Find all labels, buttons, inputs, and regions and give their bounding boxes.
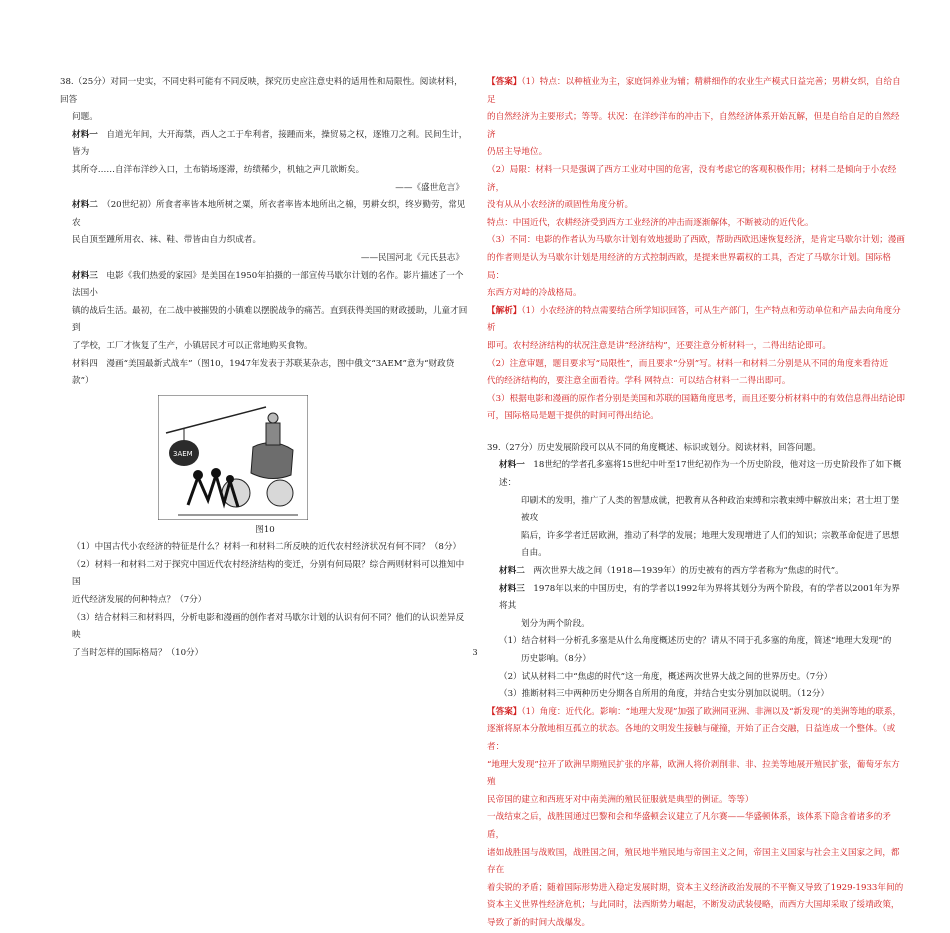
answer-line: 资本主义世界性经济危机；与此同时，法西斯势力崛起，不断发动武装侵略，而西方大国却采取了绥靖政策， xyxy=(487,900,900,911)
sub-question-3: （3）结合材料三和材料四，分析电影和漫画的创作者对马歇尔计划的认识有何不同？他们的认识差异反映 xyxy=(72,612,465,641)
material-3-line: 了学校，工厂才恢复了生产，小镇居民才可以正常地购买食物。 xyxy=(72,340,313,351)
right-column xyxy=(487,74,907,933)
answer-line: （3）不同：电影的作者认为马歇尔计划有效地援助了西欧，帮助西欧迅速恢复经济，是肯定马歇尔计划；漫画 xyxy=(487,235,905,246)
answer-39-block xyxy=(487,704,907,933)
cartoon-illustration xyxy=(158,395,308,520)
q39-sub-question-3: （3）推断材料三中两种历史分期各自所用的角度，并结合史实分别加以说明。（12分） xyxy=(499,689,830,700)
analysis-line: 【解析】（1）小农经济的特点需要结合所学知识回答，可从生产部门，生产特点和劳动单位和产品去向角度分析 xyxy=(487,305,901,334)
sub-question-3: 了当时怎样的国际格局？（10分） xyxy=(72,647,204,658)
answer-line: 的自然经济为主要形式；等等。状况：在洋纱洋布的冲击下，自然经济体系开始瓦解，但是自给自足的自然经济 xyxy=(487,112,900,140)
q39-material-1-line: 印刷术的发明，推广了人类的智慧成就，把教育从各种政治束缚和宗教束缚中解放出来；君士坦丁堡被攻 xyxy=(521,495,900,524)
answer-line: 仍居主导地位。 xyxy=(487,147,548,158)
material-1-source: ——《盛世危言》 xyxy=(395,182,464,193)
q39-sub-question-1: 历史影响。（8分） xyxy=(521,654,591,664)
cartoon-figure xyxy=(158,395,308,520)
answer-line: 没有从从小农经济的顽固性角度分析。 xyxy=(487,200,634,211)
left-column xyxy=(60,74,470,662)
material-4-line: 款”） xyxy=(72,376,94,387)
q39-material-3-line: 划分为两个阶段。 xyxy=(521,618,590,629)
analysis-line: 可，国际格局是题干提供的时间可得出结论。 xyxy=(487,411,659,422)
answer-line: （2）局限：材料一只是强调了西方工业对中国的危害，没有考虑它的客观积极作用；材料二是倾向于小农经济， xyxy=(487,164,897,193)
answer-line: “地理大发现”拉开了欧洲早期殖民扩张的序幕，欧洲人将价剥削非、非、拉美等地展开殖民扩张，葡萄牙东方殖 xyxy=(487,759,900,788)
analysis-line: （3）根据电影和漫画的原作者分别是美国和苏联的国籍角度思考，而且还要分析材料中的有效信息得出结论即 xyxy=(487,393,905,404)
q39-material-1-line: 材料一 18世纪的学者孔多塞将15世纪中叶至17世纪初作为一个历史阶段，他对这一历史阶段作了如下概述： xyxy=(499,460,902,489)
material-4-line: 材料四 漫画“美国最新式战车”（图10，1947年发表于苏联某杂志，图中俄文“3AEM”意为“财政贷 xyxy=(72,358,455,369)
answer-line: 逐渐将原本分散地相互孤立的状态。各地的文明发生接触与碰撞，开始了正合交融，日益连成一个整体。（或者： xyxy=(487,724,896,752)
answer-line: 诸如战胜国与战败国，战胜国之间，殖民地半殖民地与帝国主义之间，帝国主义国家与社会主义国家之间，都存在 xyxy=(487,847,900,876)
answer-line: 【答案】（1）特点：以种植业为主，家庭饲养业为辅；精耕细作的农业生产模式日益完善；男耕女织，自给自足 xyxy=(487,77,901,105)
material-2-line: 民自顶至踵所用衣、袜、鞋、带皆由自力织成者。 xyxy=(72,235,262,246)
material-3-line: 镇的战后生活。最初，在二战中被摧毁的小镇难以摆脱战争的痛苦。直到获得美国的财政援助，儿童才回到 xyxy=(72,305,468,334)
answer-line: 【答案】（1）角度：近代化。影响：“地理大发现”加强了欧洲同亚洲、非洲以及“新发现”的美洲等地的联系， xyxy=(487,706,902,717)
answer-line: 一战结束之后，战胜国通过巴黎和会和华盛顿会议建立了凡尔赛——华盛顿体系，该体系下隐含着诸多的矛盾， xyxy=(487,812,891,840)
sub-question-2: 近代经济发展的何种特点？（7分） xyxy=(72,595,207,606)
page-number: 3 xyxy=(472,648,478,657)
answer-line: 导致了新的时间大战爆发。 xyxy=(487,917,591,928)
answer-line: 着尖锐的矛盾；随着国际形势进入稳定发展时期，资本主义经济政治发展的不平衡又导致了1929-1933年间的 xyxy=(487,882,904,893)
q39-material-3-line: 材料三 1978年以来的中国历史，有的学者以1992年为界将其划分为两个阶段，有的学者以2001年为界将其 xyxy=(499,583,900,612)
analysis-line: 即可。农村经济结构的状况注意是讲“经济结构”，还要注意分析材料一，二得出结论即可。 xyxy=(487,340,831,351)
question-38-intro-line: 38.（25分）对同一史实，不同史料可能有不同反映，探究历史应注意史料的适用性和局限性。阅读材料，回答 xyxy=(60,77,463,105)
material-2-source: ——民国河北《元氏县志》 xyxy=(360,252,464,263)
answer-38-block xyxy=(487,74,907,426)
material-3-line: 材料三 电影《我们热爱的家园》是美国在1950年拍摄的一部宣传马歇尔计划的名作。影片描述了一个法国小 xyxy=(72,270,464,299)
analysis-line: 代的经济结构的，要注意全面看待。学科 网特点：可以结合材料一二得出即可。 xyxy=(487,376,791,387)
material-1-line: 材料一 自道光年间，大开海禁，西人之工于牟利者，接踵而来，操贸易之权，逐锥刀之利。民间生计，皆为 xyxy=(72,129,468,158)
question-38-intro-line: 问题。 xyxy=(72,112,98,123)
material-1-line: 其所夺……自洋布洋纱入口，土布销场逐滞，纺绩稀少，机轴之声几欲断矣。 xyxy=(72,164,365,175)
sub-question-2: （2）材料一和材料二对于探究中国近代农村经济结构的变迁，分别有何局限？综合两则材料可以推知中国 xyxy=(72,559,465,588)
answer-line: 的作者则是认为马歇尔计划是用经济的方式控制西欧，是提来世界霸权的工具，否定了马歇尔计划。国际格局： xyxy=(487,252,891,281)
q39-material-2-line: 材料二 两次世界大战之间（1918—1939年）的历史被有的西方学者称为“焦虑的时代”。 xyxy=(499,566,844,577)
answer-line: 民帝国的建立和西班牙对中南美洲的殖民征服就是典型的例证。等等） xyxy=(487,794,754,805)
material-2-line: 材料二 （20世纪初）所食者率皆本地所树之粟，所衣者率皆本地所出之棉，男耕女织，终岁勤劳，常见农 xyxy=(72,200,466,228)
money-bag-label: 3AEM xyxy=(173,449,193,458)
figure-caption: 图10 xyxy=(255,524,275,535)
question-39-intro: 39.（27分）历史发展阶段可以从不同的角度概述、标识或划分。阅读材料，回答问题。 xyxy=(487,442,821,453)
sub-question-1: （1）中国古代小农经济的特征是什么？材料一和材料二所反映的近代农村经济状况有何不同？（8分） xyxy=(72,542,462,553)
q39-sub-question-1: （1）结合材料一分析孔多塞是从什么角度概述历史的？请从不同于孔多塞的角度，简述“地理大发现”的 xyxy=(499,636,892,647)
answer-line: 东西方对峙的冷战格局。 xyxy=(487,288,582,299)
answer-line: 特点：中国近代，农耕经济受到西方工业经济的冲击而逐渐解体，不断被动的近代化。 xyxy=(487,217,814,228)
q39-sub-question-2: （2）试从材料二中“焦虑的时代”这一角度，概述两次世界大战之间的世界历史。（7分） xyxy=(499,671,833,682)
analysis-line: （2）注意审题，题目要求写“局限性”，而且要求“分别”写。材料一和材料二分别是从不同的角度来看待近 xyxy=(487,358,889,369)
q39-material-1-line: 陷后，许多学者迁居欧洲，推动了科学的发展；地理大发现增进了人们的知识；宗教革命促进了思想自由。 xyxy=(521,530,900,559)
